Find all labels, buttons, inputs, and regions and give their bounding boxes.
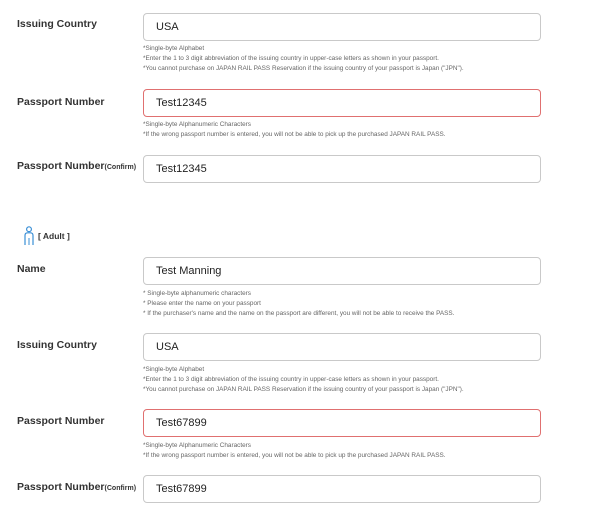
note-line: *Single-byte Alphanumeric Characters <box>143 442 251 449</box>
issuing-country-input-2[interactable] <box>143 333 541 361</box>
passport-confirm-label-text: Passport Number <box>17 160 105 172</box>
note-line: *You cannot purchase on JAPAN RAIL PASS Reservation if the issuing country of your passport is Japan ("JPN"). <box>143 386 464 393</box>
note-line: *You cannot purchase on JAPAN RAIL PASS Reservation if the issuing country of your passport is Japan ("JPN"). <box>143 65 464 72</box>
issuing-country-label-2: Issuing Country <box>17 339 97 351</box>
passport-number-label: Passport Number <box>17 96 105 108</box>
passport-confirm-label <box>17 160 136 172</box>
passport-confirm-label-suffix-2: (Confirm) <box>104 485 137 492</box>
passport-confirm-label-2 <box>17 481 136 493</box>
note-line: * If the purchaser's name and the name on the passport are different, you will not be able to receive the PASS. <box>143 310 455 317</box>
name-notes <box>143 289 454 319</box>
issuing-country-input[interactable] <box>143 13 541 41</box>
note-line: *Enter the 1 to 3 digit abbreviation of the issuing country in upper-case letters as shown in your passport. <box>143 55 439 62</box>
adult-section-label: [ Adult ] <box>38 231 70 241</box>
note-line: *If the wrong passport number is entered, you will not be able to pick up the purchased JAPAN RAIL PASS. <box>143 452 446 459</box>
issuing-country-notes <box>143 44 464 74</box>
note-line: *Single-byte Alphabet <box>143 45 205 52</box>
name-input[interactable] <box>143 257 541 285</box>
passport-confirm-input-2[interactable] <box>143 475 541 503</box>
passport-number-input-2[interactable] <box>143 409 541 437</box>
note-line: *If the wrong passport number is entered, you will not be able to pick up the purchased JAPAN RAIL PASS. <box>143 131 446 138</box>
passport-number-notes-2 <box>143 441 446 461</box>
passport-confirm-label-suffix: (Confirm) <box>104 164 137 171</box>
passport-number-notes <box>143 120 446 140</box>
note-line: * Single-byte alphanumeric characters <box>143 290 251 297</box>
passport-number-input[interactable] <box>143 89 541 117</box>
note-line: *Single-byte Alphanumeric Characters <box>143 121 251 128</box>
passport-confirm-label-text-2: Passport Number <box>17 481 105 493</box>
note-line: *Enter the 1 to 3 digit abbreviation of the issuing country in upper-case letters as shown in your passport. <box>143 376 439 383</box>
person-icon <box>22 226 36 246</box>
issuing-country-notes-2 <box>143 365 464 395</box>
passport-confirm-input[interactable] <box>143 155 541 183</box>
note-line: *Single-byte Alphabet <box>143 366 205 373</box>
name-label: Name <box>17 263 46 275</box>
issuing-country-label: Issuing Country <box>17 18 97 30</box>
passport-number-label-2: Passport Number <box>17 415 105 427</box>
note-line: * Please enter the name on your passport <box>143 300 261 307</box>
